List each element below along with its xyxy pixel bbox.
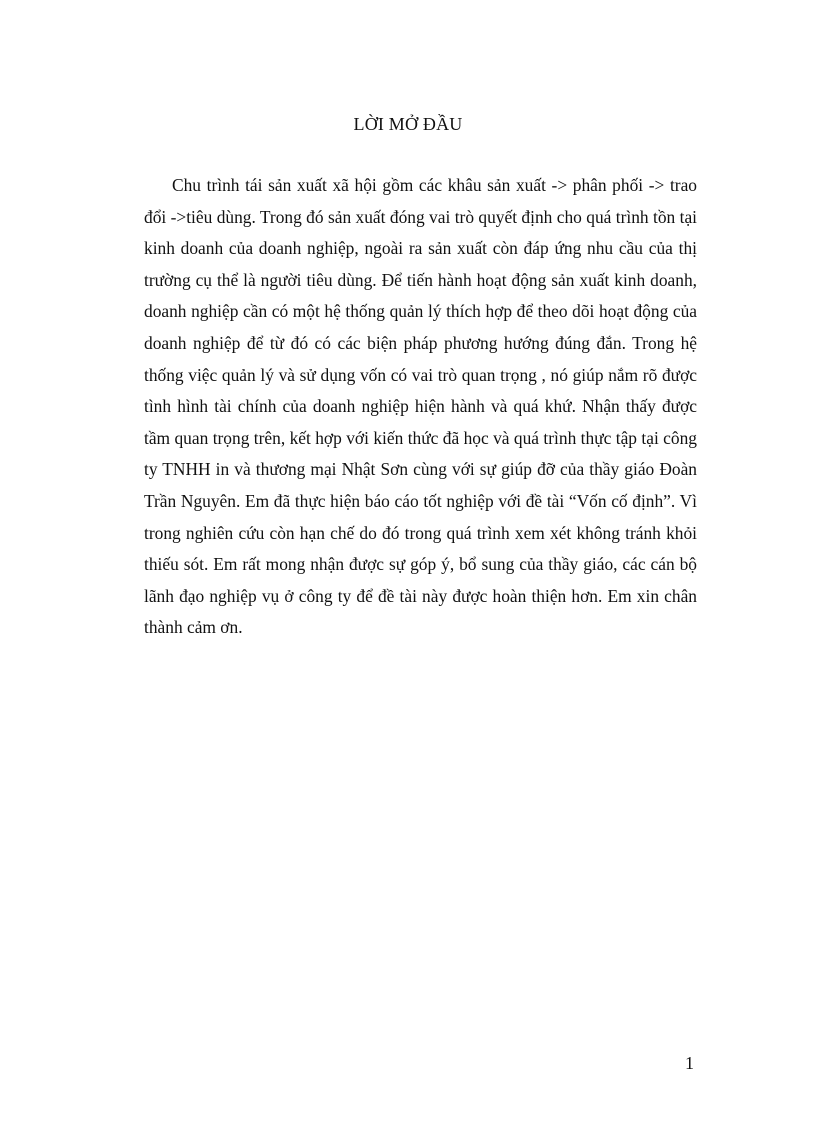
page-number: 1 [685,1053,694,1073]
page-title: LỜI MỞ ĐẦU [353,114,463,134]
intro-paragraph: Chu trình tái sản xuất xã hội gồm các khâu sản xuất -> phân phối -> trao đổi ->tiêu dùng. Trong đó sản xuất đóng vai trò quyết định cho quá trình tồn tại kinh doanh của doanh nghiệp, ngoài ra sản xuất còn đáp ứng nhu cầu của thị trường cụ thể là người tiêu dùng. Để tiến hành hoạt động sản xuất kinh doanh, doanh nghiệp cần có một hệ thống quản lý thích hợp để theo dõi hoạt động của doanh nghiệp để từ đó có các biện pháp phương hướng đúng đắn. Trong hệ thống việc quản lý và sử dụng vốn có vai trò quan trọng , nó giúp nắm rõ được tình hình tài chính của doanh nghiệp hiện hành và quá khứ. Nhận thấy được tầm quan trọng trên, kết hợp với kiến thức đã học và quá trình thực tập tại công ty TNHH in và thương mại Nhật Sơn cùng với sự giúp đỡ của thầy giáo Đoàn Trần Nguyên. Em đã thực hiện báo cáo tốt nghiệp với đề tài “Vốn cố định”. Vì trong nghiên cứu còn hạn chế do đó trong quá trình xem xét không tránh khỏi thiếu sót. Em rất mong nhận được sự góp ý, bổ sung của thầy giáo, các cán bộ lãnh đạo nghiệp vụ ở công ty để đề tài này được hoàn thiện hơn. Em xin chân thành cảm ơn. [144,175,697,638]
